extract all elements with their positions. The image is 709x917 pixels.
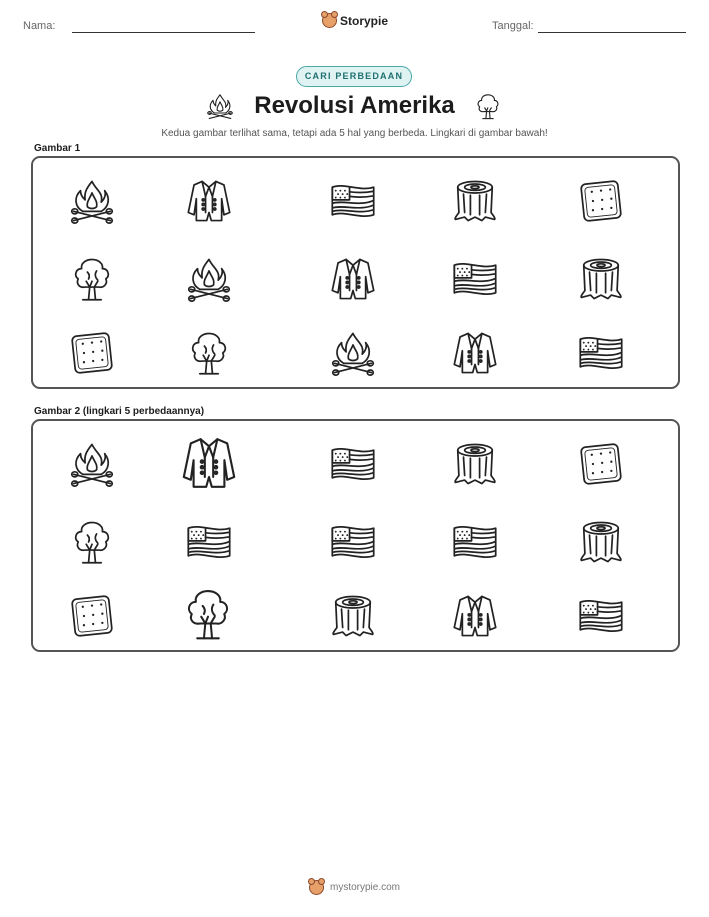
brand-name: Storypie <box>340 13 389 28</box>
cracker-icon <box>578 441 624 487</box>
american-flag-icon <box>452 519 498 565</box>
bear-logo-icon <box>322 13 337 28</box>
picture2-cell-colonial-coat-r1c2[interactable] <box>181 435 237 491</box>
cracker-icon <box>69 330 115 376</box>
picture2-cell-american-flag-r2c2[interactable] <box>186 519 232 565</box>
picture2-cell-cracker-r1c5[interactable] <box>578 441 624 487</box>
american-flag-icon <box>452 256 498 302</box>
picture2-cell-american-flag-r2c4[interactable] <box>452 519 498 565</box>
tree-icon <box>186 330 232 376</box>
picture1-cell-american-flag-r2c4 <box>452 256 498 302</box>
picture1-cell-campfire-r3c3 <box>330 330 376 376</box>
american-flag-icon <box>330 178 376 224</box>
campfire-icon <box>186 256 232 302</box>
picture2-cell-colonial-coat-r3c4[interactable] <box>452 593 498 639</box>
name-line[interactable] <box>72 32 255 33</box>
picture1-cell-campfire-r1c1 <box>69 178 115 224</box>
picture1-cell-colonial-coat-r1c2 <box>186 178 232 224</box>
picture1-cell-american-flag-r3c5 <box>578 330 624 376</box>
colonial-coat-icon <box>452 330 498 376</box>
picture2-cell-tree-r2c1[interactable] <box>69 519 115 565</box>
activity-badge: CARI PERBEDAAN <box>296 66 412 87</box>
cracker-icon <box>578 178 624 224</box>
american-flag-icon <box>330 441 376 487</box>
picture2-cell-tree-stump-r2c5[interactable] <box>578 519 624 565</box>
picture1-cell-tree-r2c1 <box>69 256 115 302</box>
tree-icon <box>69 519 115 565</box>
date-line[interactable] <box>538 32 686 33</box>
tree-stump-icon <box>452 441 498 487</box>
colonial-coat-icon <box>330 256 376 302</box>
picture1-cell-campfire-r2c2 <box>186 256 232 302</box>
picture2-cell-tree-r3c2[interactable] <box>181 587 235 641</box>
tree-icon <box>181 587 235 641</box>
american-flag-icon <box>186 519 232 565</box>
campfire-icon <box>69 178 115 224</box>
tree-stump-icon <box>330 593 376 639</box>
picture1-panel <box>31 156 680 389</box>
name-label: Nama: <box>23 20 56 32</box>
footer-bear-icon <box>309 880 324 895</box>
picture1-cell-colonial-coat-r2c3 <box>330 256 376 302</box>
brand <box>322 13 388 28</box>
picture1-cell-colonial-coat-r3c4 <box>452 330 498 376</box>
title-tree-icon <box>474 92 502 120</box>
cracker-icon <box>69 593 115 639</box>
footer-url[interactable]: mystorypie.com <box>329 882 400 893</box>
page-title: Revolusi Amerika <box>254 92 455 119</box>
picture2-cell-campfire-r1c1[interactable] <box>69 441 115 487</box>
picture1-cell-cracker-r1c5 <box>578 178 624 224</box>
picture1-cell-tree-stump-r1c4 <box>452 178 498 224</box>
picture2-cell-tree-stump-r3c3[interactable] <box>330 593 376 639</box>
tree-stump-icon <box>578 519 624 565</box>
campfire-icon <box>69 441 115 487</box>
picture2-cell-american-flag-r2c3[interactable] <box>330 519 376 565</box>
american-flag-icon <box>578 593 624 639</box>
picture2-cell-tree-stump-r1c4[interactable] <box>452 441 498 487</box>
picture1-cell-tree-r3c2 <box>186 330 232 376</box>
picture2-panel[interactable] <box>31 419 680 652</box>
tree-icon <box>69 256 115 302</box>
colonial-coat-icon <box>181 435 237 491</box>
colonial-coat-icon <box>452 593 498 639</box>
picture1-label: Gambar 1 <box>34 143 81 154</box>
picture2-cell-american-flag-r3c5[interactable] <box>578 593 624 639</box>
american-flag-icon <box>330 519 376 565</box>
picture1-cell-tree-stump-r2c5 <box>578 256 624 302</box>
instructions: Kedua gambar terlihat sama, tetapi ada 5 hal yang berbeda. Lingkari di gambar bawah! <box>161 128 548 139</box>
footer <box>0 880 709 895</box>
tree-stump-icon <box>578 256 624 302</box>
picture1-cell-american-flag-r1c3 <box>330 178 376 224</box>
picture1-cell-cracker-r3c1 <box>69 330 115 376</box>
campfire-icon <box>330 330 376 376</box>
picture2-label: Gambar 2 (lingkari 5 perbedaannya) <box>34 406 205 417</box>
picture2-cell-cracker-r3c1[interactable] <box>69 593 115 639</box>
tree-stump-icon <box>452 178 498 224</box>
colonial-coat-icon <box>186 178 232 224</box>
picture2-cell-american-flag-r1c3[interactable] <box>330 441 376 487</box>
american-flag-icon <box>578 330 624 376</box>
date-label: Tanggal: <box>492 20 534 32</box>
